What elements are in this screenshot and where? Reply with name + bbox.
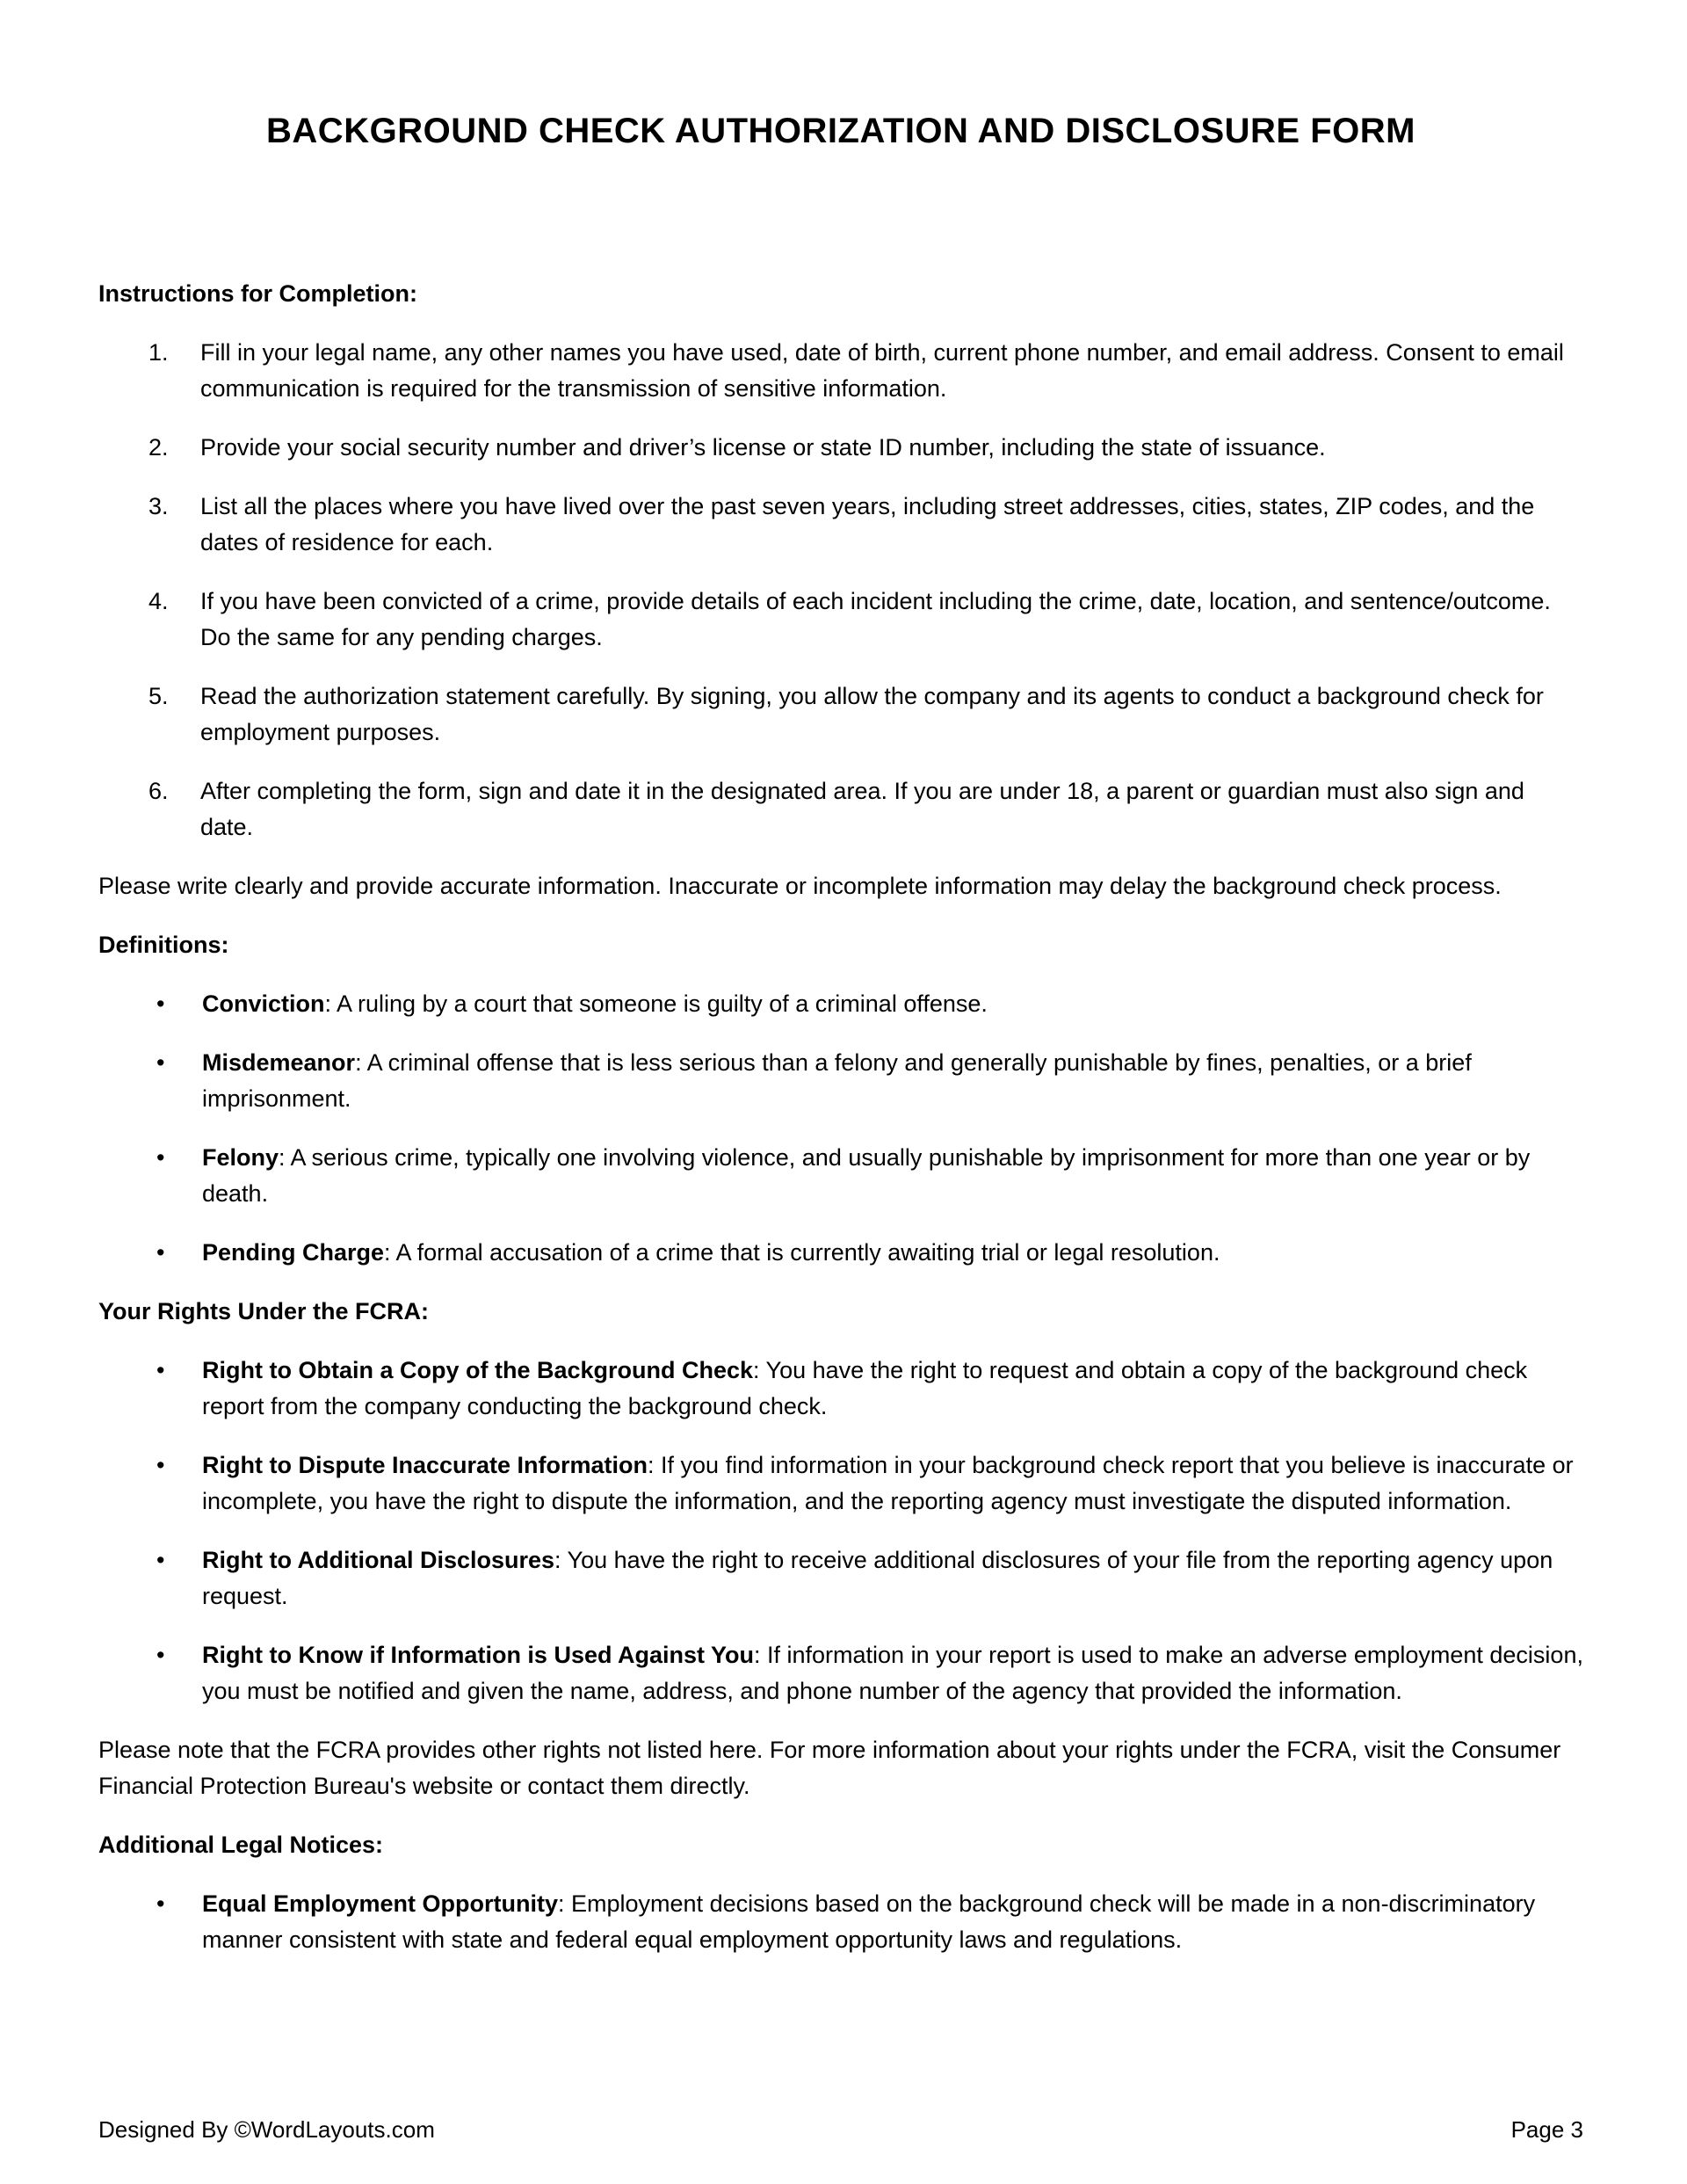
instructions-list [98, 335, 1583, 845]
fcra-right-item [98, 1542, 1583, 1614]
fcra-right-term: Right to Know if Information is Used Against You [202, 1642, 754, 1668]
page-title: BACKGROUND CHECK AUTHORIZATION AND DISCLOSURE FORM [266, 112, 1415, 150]
definition-text: : A criminal offense that is less serious than a felony and generally punishable by fines, penalties, or a brief imprisonment. [202, 1049, 1472, 1112]
section-legal-notices [98, 1827, 1583, 1958]
fcra-right-text: : You have the right to receive additional disclosures of your file from the reporting agency upon request. [202, 1547, 1553, 1609]
definition-text: : A ruling by a court that someone is guilty of a criminal offense. [324, 990, 988, 1017]
bullet-icon: • [156, 1452, 165, 1478]
legal-notices-list [98, 1886, 1583, 1958]
definition-item [98, 1235, 1583, 1271]
section-fcra-rights [98, 1294, 1583, 1804]
definition-item [98, 1140, 1583, 1212]
definitions-heading: Definitions: [98, 932, 229, 958]
list-number: 3. [148, 493, 169, 519]
bullet-icon: • [156, 1239, 165, 1266]
instruction-item [98, 584, 1583, 656]
instructions-heading: Instructions for Completion: [98, 280, 417, 307]
definition-text: : A formal accusation of a crime that is currently awaiting trial or legal resolution. [384, 1239, 1220, 1266]
instruction-text: Read the authorization statement carefully. By signing, you allow the company and its agents to conduct a background check for employment purposes. [200, 683, 1544, 745]
bullet-icon: • [156, 1049, 165, 1076]
section-instructions [98, 276, 1583, 904]
fcra-right-text: : You have the right to request and obtain a copy of the background check report from the company conducting the background check. [202, 1357, 1528, 1419]
fcra-right-text: : If information in your report is used to make an adverse employment decision, you must be notified and given the name, address, and phone number of the agency that provided the information. [202, 1642, 1583, 1704]
fcra-right-text: : If you find information in your background check report that you believe is inaccurate or incomplete, you have the right to dispute the information, and the reporting agency must investigate the disputed information. [202, 1452, 1574, 1514]
bullet-icon: • [156, 1642, 165, 1668]
legal-notices-heading: Additional Legal Notices: [98, 1832, 384, 1858]
bullet-icon: • [156, 1144, 165, 1171]
fcra-right-term: Right to Dispute Inaccurate Information [202, 1452, 648, 1478]
legal-notice-term: Equal Employment Opportunity [202, 1890, 559, 1917]
bullet-icon: • [156, 990, 165, 1017]
fcra-note: Please note that the FCRA provides other rights not listed here. For more information about your rights under the FCRA, visit the Consumer Financial Protection Bureau's website or contact them directly. [98, 1737, 1561, 1799]
fcra-right-item [98, 1637, 1583, 1709]
instruction-item [98, 489, 1583, 561]
instruction-text: Provide your social security number and driver’s license or state ID number, including the state of issuance. [200, 434, 1326, 461]
list-number: 6. [148, 778, 169, 804]
instruction-item [98, 335, 1583, 407]
definition-term: Conviction [202, 990, 325, 1017]
instruction-item [98, 430, 1583, 466]
fcra-right-term: Right to Additional Disclosures [202, 1547, 555, 1573]
fcra-heading: Your Rights Under the FCRA: [98, 1298, 429, 1324]
fcra-right-term: Right to Obtain a Copy of the Background Check [202, 1357, 754, 1383]
definitions-list [98, 986, 1583, 1271]
accuracy-note: Please write clearly and provide accurate information. Inaccurate or incomplete information may delay the background check process. [98, 873, 1502, 899]
section-definitions [98, 927, 1583, 1271]
instruction-item [98, 773, 1583, 845]
definition-term: Felony [202, 1144, 279, 1171]
instruction-text: If you have been convicted of a crime, provide details of each incident including the crime, date, location, and sentence/outcome. Do the same for any pending charges. [200, 588, 1551, 650]
fcra-right-item [98, 1353, 1583, 1425]
instruction-text: List all the places where you have lived over the past seven years, including street addresses, cities, states, ZIP codes, and the dates of residence for each. [200, 493, 1535, 555]
footer-credit: Designed By ©WordLayouts.com [98, 2116, 435, 2143]
definition-term: Misdemeanor [202, 1049, 356, 1076]
definition-item [98, 986, 1583, 1022]
definition-text: : A serious crime, typically one involving violence, and usually punishable by imprisonment for more than one year or by death. [202, 1144, 1531, 1207]
page-footer [98, 2115, 1583, 2144]
fcra-rights-list [98, 1353, 1583, 1709]
bullet-icon: • [156, 1547, 165, 1573]
definition-item [98, 1045, 1583, 1117]
footer-page-number: Page 3 [1510, 2116, 1583, 2143]
instruction-text: Fill in your legal name, any other names you have used, date of birth, current phone number, and email address. Consent to email communication is required for the transmission of sensitive information. [200, 339, 1564, 402]
list-number: 2. [148, 434, 169, 461]
fcra-right-item [98, 1448, 1583, 1520]
bullet-icon: • [156, 1357, 165, 1383]
definition-term: Pending Charge [202, 1239, 385, 1266]
legal-notice-text: : Employment decisions based on the background check will be made in a non-discriminatory manner consistent with state and federal equal employment opportunity laws and regulations. [202, 1890, 1536, 1953]
bullet-icon: • [156, 1890, 165, 1917]
list-number: 1. [148, 339, 169, 366]
instruction-text: After completing the form, sign and date it in the designated area. If you are under 18, a parent or guardian must also sign and date. [200, 778, 1524, 840]
list-number: 4. [148, 588, 169, 614]
legal-notice-item [98, 1886, 1583, 1958]
list-number: 5. [148, 683, 169, 709]
instruction-item [98, 678, 1583, 751]
